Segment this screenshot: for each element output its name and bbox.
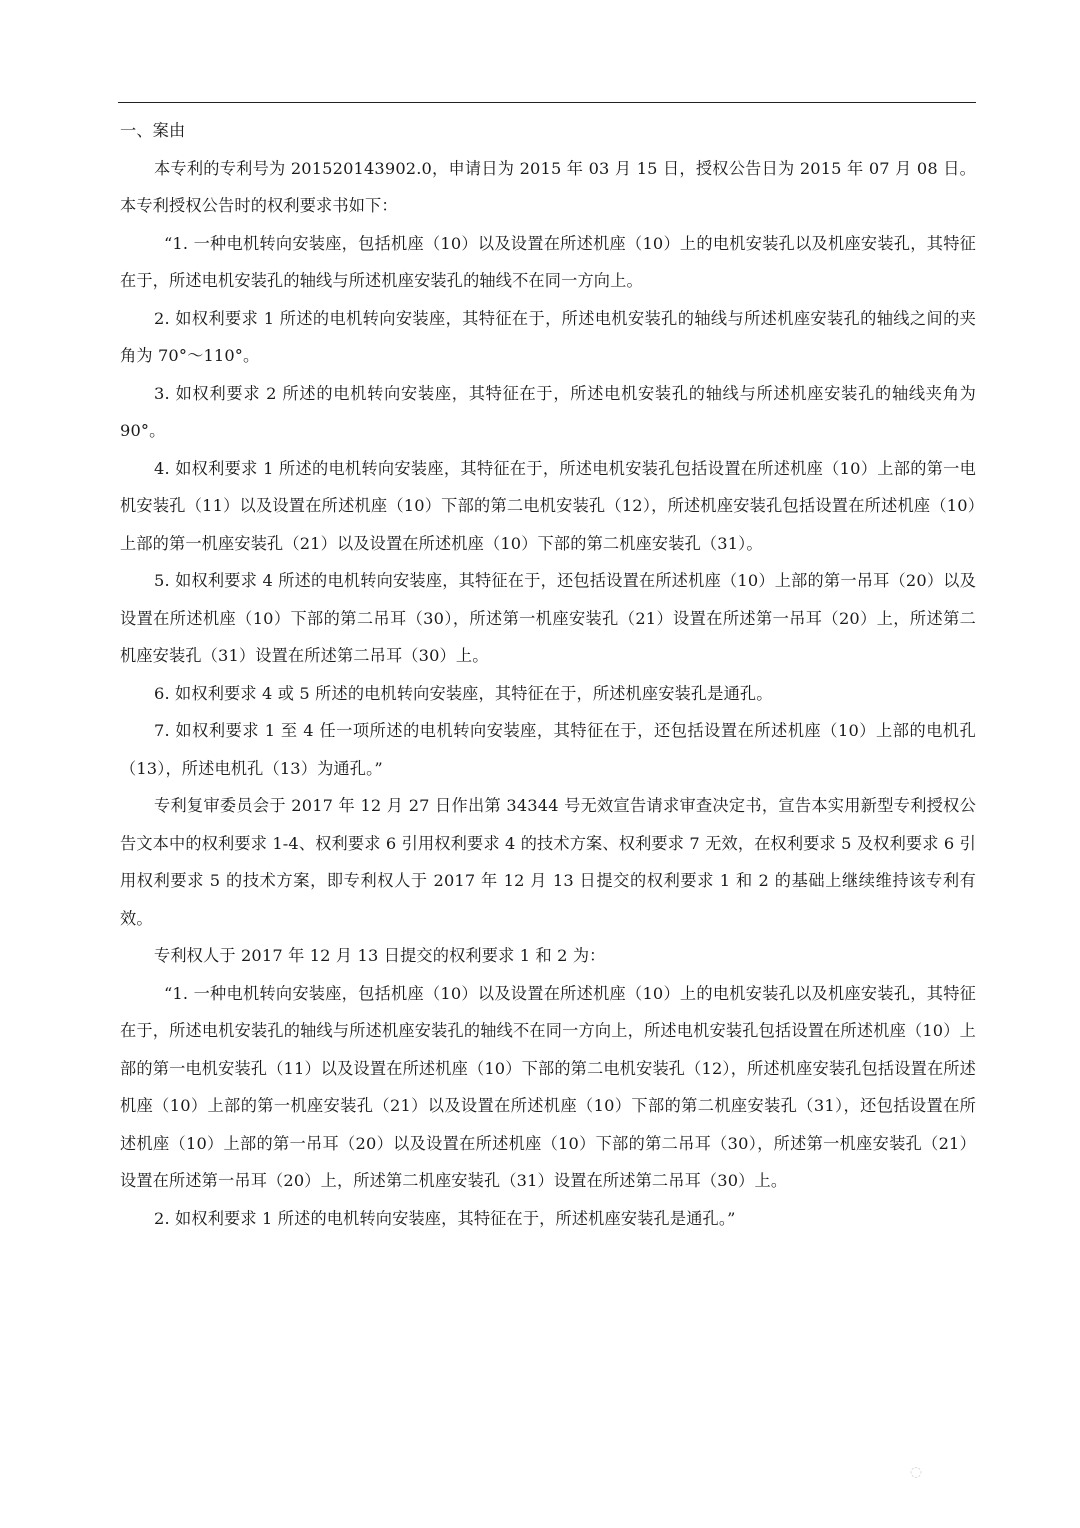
original-claim-4: 4. 如权利要求 1 所述的电机转向安装座，其特征在于，所述电机安装孔包括设置在所述机座（10）上部的第一电机安装孔（11）以及设置在所述机座（10）下部的第二电机安装孔（12），所述机座安装孔包括设置在所述机座（10）上部的第一机座安装孔（21）以及设置在所述机座（10）下部的第二机座安装孔（31）。: [120, 458, 976, 553]
original-claim-1: “1. 一种电机转向安装座，包括机座（10）以及设置在所述机座（10）上的电机安装孔以及机座安装孔，其特征在于，所述电机安装孔的轴线与所述机座安装孔的轴线不在同一方向上。: [120, 233, 976, 290]
faint-watermark-icon: ◌: [909, 1464, 923, 1480]
section-heading: 一、案由: [120, 121, 186, 140]
decision-paragraph: 专利复审委员会于 2017 年 12 月 27 日作出第 34344 号无效宣告请求审查决定书，宣告本实用新型专利授权公告文本中的权利要求 1-4、权利要求 6 引用权利要求 4 的技术方案、权利要求 7 无效，在权利要求 5 及权利要求 6 引用权利要求 5 的技术方案，即专利权人于 2017 年 12 月 13 日提交的权利要求 1 和 2 的基础上继续维持该专利有效。: [120, 796, 976, 928]
original-claim-5: 5. 如权利要求 4 所述的电机转向安装座，其特征在于，还包括设置在所述机座（10）上部的第一吊耳（20）以及设置在所述机座（10）下部的第二吊耳（30），所述第一机座安装孔（21）设置在所述第一吊耳（20）上，所述第二机座安装孔（31）设置在所述第二吊耳（30）上。: [120, 571, 976, 665]
document-body: [120, 112, 976, 1237]
original-claim-2: 2. 如权利要求 1 所述的电机转向安装座，其特征在于，所述电机安装孔的轴线与所述机座安装孔的轴线之间的夹角为 70°～110°。: [120, 308, 976, 365]
original-claim-3: 3. 如权利要求 2 所述的电机转向安装座，其特征在于，所述电机安装孔的轴线与所述机座安装孔的轴线夹角为 90°。: [120, 383, 976, 440]
amended-claims-intro: 专利权人于 2017 年 12 月 13 日提交的权利要求 1 和 2 为：: [154, 946, 606, 965]
intro-paragraph: 本专利的专利号为 201520143902.0，申请日为 2015 年 03 月 15 日，授权公告日为 2015 年 07 月 08 日。本专利授权公告时的权利要求书如下：: [120, 158, 976, 215]
amended-claim-2: 2. 如权利要求 1 所述的电机转向安装座，其特征在于，所述机座安装孔是通孔。”: [154, 1208, 736, 1228]
original-claim-7: 7. 如权利要求 1 至 4 任一项所述的电机转向安装座，其特征在于，还包括设置在所述机座（10）上部的电机孔（13），所述电机孔（13）为通孔。”: [120, 721, 976, 778]
header-rule: [118, 102, 976, 103]
original-claim-6: 6. 如权利要求 4 或 5 所述的电机转向安装座，其特征在于，所述机座安装孔是通孔。: [154, 683, 773, 703]
amended-claim-1: “1. 一种电机转向安装座，包括机座（10）以及设置在所述机座（10）上的电机安装孔以及机座安装孔，其特征在于，所述电机安装孔的轴线与所述机座安装孔的轴线不在同一方向上，所述电机安装孔包括设置在所述机座（10）上部的第一电机安装孔（11）以及设置在所述机座（10）下部的第二电机安装孔（12），所述机座安装孔包括设置在所述机座（10）上部的第一机座安装孔（21）以及设置在所述机座（10）下部的第二机座安装孔（31），还包括设置在所述机座（10）上部的第一吊耳（20）以及设置在所述机座（10）下部的第二吊耳（30），所述第一机座安装孔（21）设置在所述第一吊耳（20）上，所述第二机座安装孔（31）设置在所述第二吊耳（30）上。: [120, 983, 976, 1190]
